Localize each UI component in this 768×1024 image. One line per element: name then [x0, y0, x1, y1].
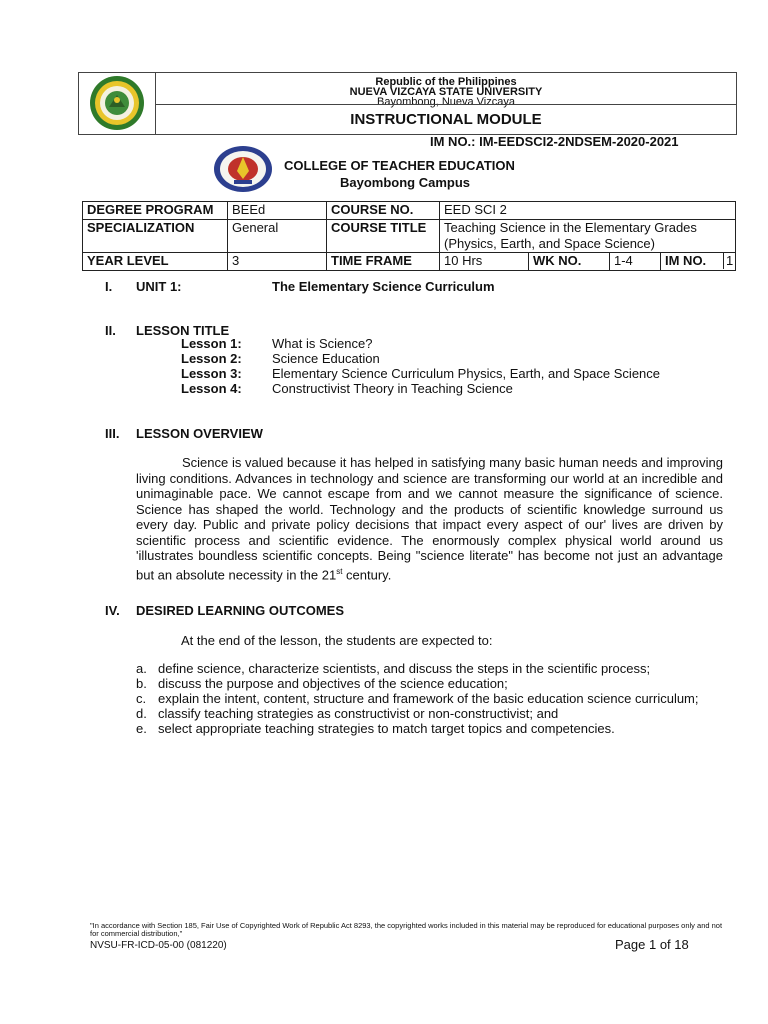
outcome-letter: e. — [136, 721, 147, 736]
lesson-2-label: Lesson 2: — [181, 351, 242, 366]
header-location: Bayombong, Nueva Vizcaya — [377, 96, 515, 108]
outcome-text: select appropriate teaching strategies to match target topics and competencies. — [158, 721, 615, 736]
outcome-text: classify teaching strategies as constructivist or non-constructivist; and — [158, 706, 559, 721]
lesson-title-number: II. — [105, 323, 116, 338]
course-title-line-2: (Physics, Earth, and Space Science) — [444, 236, 655, 251]
list-item — [136, 676, 736, 691]
header-divider — [156, 104, 736, 105]
overview-number: III. — [105, 426, 120, 441]
course-no-label: COURSE NO. — [327, 202, 440, 220]
outcomes-list — [136, 661, 736, 736]
unit-title: The Elementary Science Curriculum — [272, 279, 495, 294]
header-republic: Republic of the Philippines — [375, 76, 517, 88]
table-row — [83, 202, 736, 220]
outcome-text: discuss the purpose and objectives of the science education; — [158, 676, 508, 691]
time-frame-value: 10 Hrs — [440, 253, 529, 271]
year-level-value: 3 — [228, 253, 327, 271]
course-title-line-1: Teaching Science in the Elementary Grades — [444, 220, 697, 235]
specialization-value: General — [228, 220, 327, 253]
list-item — [136, 661, 736, 676]
lesson-title-heading: LESSON TITLE — [136, 323, 230, 338]
list-item — [136, 706, 736, 721]
lesson-3-label: Lesson 3: — [181, 366, 242, 381]
lesson-2-title: Science Education — [272, 351, 380, 366]
unit-label: UNIT 1: — [136, 279, 182, 294]
header-university: NUEVA VIZCAYA STATE UNIVERSITY — [349, 86, 543, 98]
outcome-letter: b. — [136, 676, 147, 691]
wk-no-label: WK NO. — [529, 253, 610, 271]
course-info-table — [82, 201, 736, 271]
course-no-value: EED SCI 2 — [440, 202, 736, 220]
header-box — [78, 72, 737, 135]
wk-no-value: 1-4 — [610, 253, 661, 271]
table-row — [83, 253, 736, 271]
lesson-1-title: What is Science? — [272, 336, 373, 351]
copyright-note: "In accordance with Section 185, Fair Use of Copyrighted Work of Republic Act 8293, the copyrighted works included in this material may be reproduced for educational purposes only and not for commercial distribution," — [90, 921, 723, 938]
overview-heading: LESSON OVERVIEW — [136, 426, 263, 441]
im-number: IM NO.: IM-EEDSCI2-2NDSEM-2020-2021 — [430, 134, 679, 149]
outcome-letter: a. — [136, 661, 147, 676]
overview-text: Science is valued because it has helped in satisfying many basic human needs and improving living conditions. Advances in technology and science are transforming our world at an incredible and unimaginable pace. We cannot escape from and we cannot measure the significance of science. Science has shaped the world. Technology and the products of scientific knowledge surround us every day. Public and private policy decisions that impact every aspect of our' lives are driven by scientific process and scientific evidence. The enormously complex physical world around us 'illustrates boundless scientific concepts. Being "science literate" has become not just an advantage but an absolute necessity in the 21 — [136, 455, 723, 582]
college-name: COLLEGE OF TEACHER EDUCATION — [284, 158, 515, 173]
college-campus: Bayombong Campus — [340, 175, 471, 190]
lesson-4-label: Lesson 4: — [181, 381, 242, 396]
degree-program-label: DEGREE PROGRAM — [83, 202, 228, 220]
year-level-label: YEAR LEVEL — [83, 253, 228, 271]
university-seal-icon — [79, 73, 155, 134]
course-title-label: COURSE TITLE — [327, 220, 440, 253]
list-item — [136, 721, 736, 736]
form-code: NVSU-FR-ICD-05-00 (081220) — [90, 940, 227, 951]
lesson-4-title: Constructivist Theory in Teaching Science — [272, 381, 513, 396]
college-seal-icon — [212, 144, 274, 194]
outcomes-intro: At the end of the lesson, the students are expected to: — [181, 633, 493, 648]
overview-sup: st — [336, 566, 343, 576]
outcome-letter: c. — [136, 691, 147, 706]
course-title-value — [440, 220, 736, 253]
outcomes-heading: DESIRED LEARNING OUTCOMES — [136, 603, 345, 618]
overview-tail: century. — [342, 566, 392, 582]
table-row — [83, 220, 736, 253]
outcome-text: define science, characterize scientists, and discuss the steps in the scientific process; — [158, 661, 651, 676]
list-item — [136, 691, 736, 706]
unit-number: I. — [105, 279, 113, 294]
college-block — [284, 157, 515, 191]
lesson-1-label: Lesson 1: — [181, 336, 242, 351]
page-number: Page 1 of 18 — [615, 937, 689, 952]
degree-program-value: BEEd — [228, 202, 327, 220]
im-no-cell — [661, 253, 736, 271]
im-no-label: IM NO. — [661, 253, 724, 269]
overview-paragraph — [136, 455, 723, 582]
specialization-label: SPECIALIZATION — [83, 220, 228, 253]
lesson-3-title: Elementary Science Curriculum Physics, Earth, and Space Science — [272, 366, 661, 381]
outcome-text: explain the intent, content, structure and framework of the basic education science curriculum; — [158, 691, 699, 706]
header-logo-cell — [79, 73, 156, 134]
module-title: INSTRUCTIONAL MODULE — [350, 111, 542, 128]
im-no-value: 1 — [726, 253, 734, 268]
time-frame-label: TIME FRAME — [327, 253, 440, 271]
college-seal — [212, 144, 274, 194]
outcomes-number: IV. — [105, 603, 120, 618]
outcome-letter: d. — [136, 706, 147, 721]
